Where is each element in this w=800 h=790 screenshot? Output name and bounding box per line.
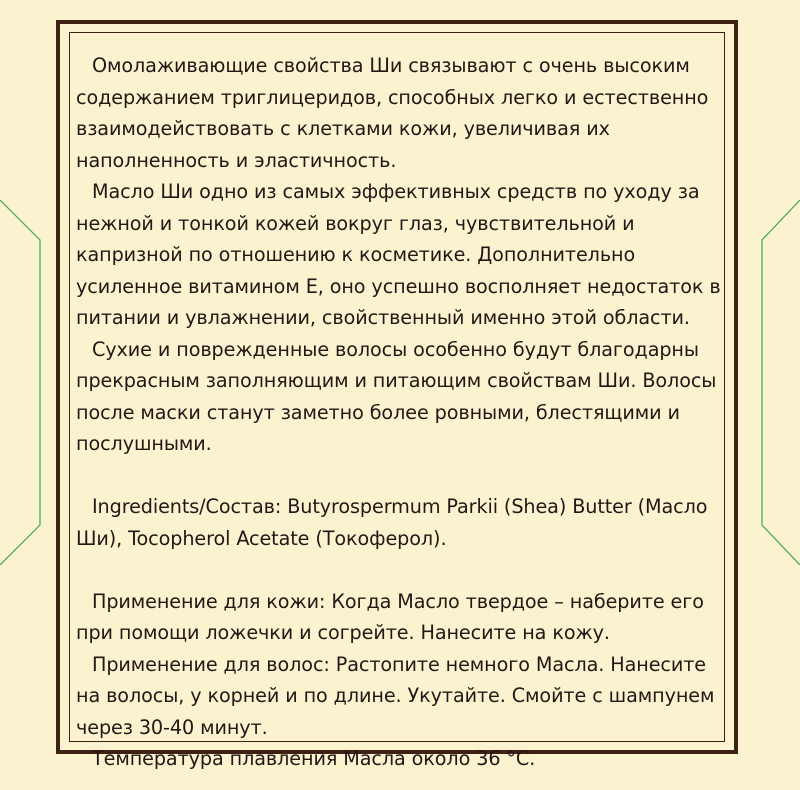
melting-point-paragraph: Температура плавления Масла около 36 °С. [92, 747, 536, 770]
ingredients-paragraph: Ingredients/Состав: Butyrospermum Parkii (Shea) Butter (Масло Ши), Tocopherol Acetate (Токоферол). [76, 495, 708, 550]
description-paragraph-2: Масло Ши одно из самых эффективных средств по уходу за нежной и тонкой кожей вокруг глаз, чувствительной и капризной по отношению к косметике. Дополнительно усиленное витамином Е, оно успешно восполняет недостаток в питании и увлажнении, свойственный именно этой области. [76, 180, 721, 329]
description-paragraph-1: Омолаживающие свойства Ши связывают с очень высоким содержанием триглицеридов, способных легко и естественно взаимодействовать с клетками кожи, увеличивая их наполненность и эластичность. [76, 54, 709, 172]
usage-skin-paragraph: Применение для кожи: Когда Масло твердое – наберите его при помощи ложечки и согрейте. Нанесите на кожу. [76, 589, 704, 644]
label-text-block [76, 50, 726, 775]
description-paragraph-3: Сухие и поврежденные волосы особенно будут благодарны прекрасным заполняющим и питающим свойствам Ши. Волосы после маски станут заметно более ровными, блестящими и послушными. [76, 337, 717, 455]
spacer [76, 460, 726, 492]
spacer [76, 554, 726, 586]
usage-hair-paragraph: Применение для волос: Растопите немного Масла. Нанесите на волосы, у корней и по длине. Укутайте. Смойте с шампунем через 30-40 минут. [76, 652, 715, 739]
